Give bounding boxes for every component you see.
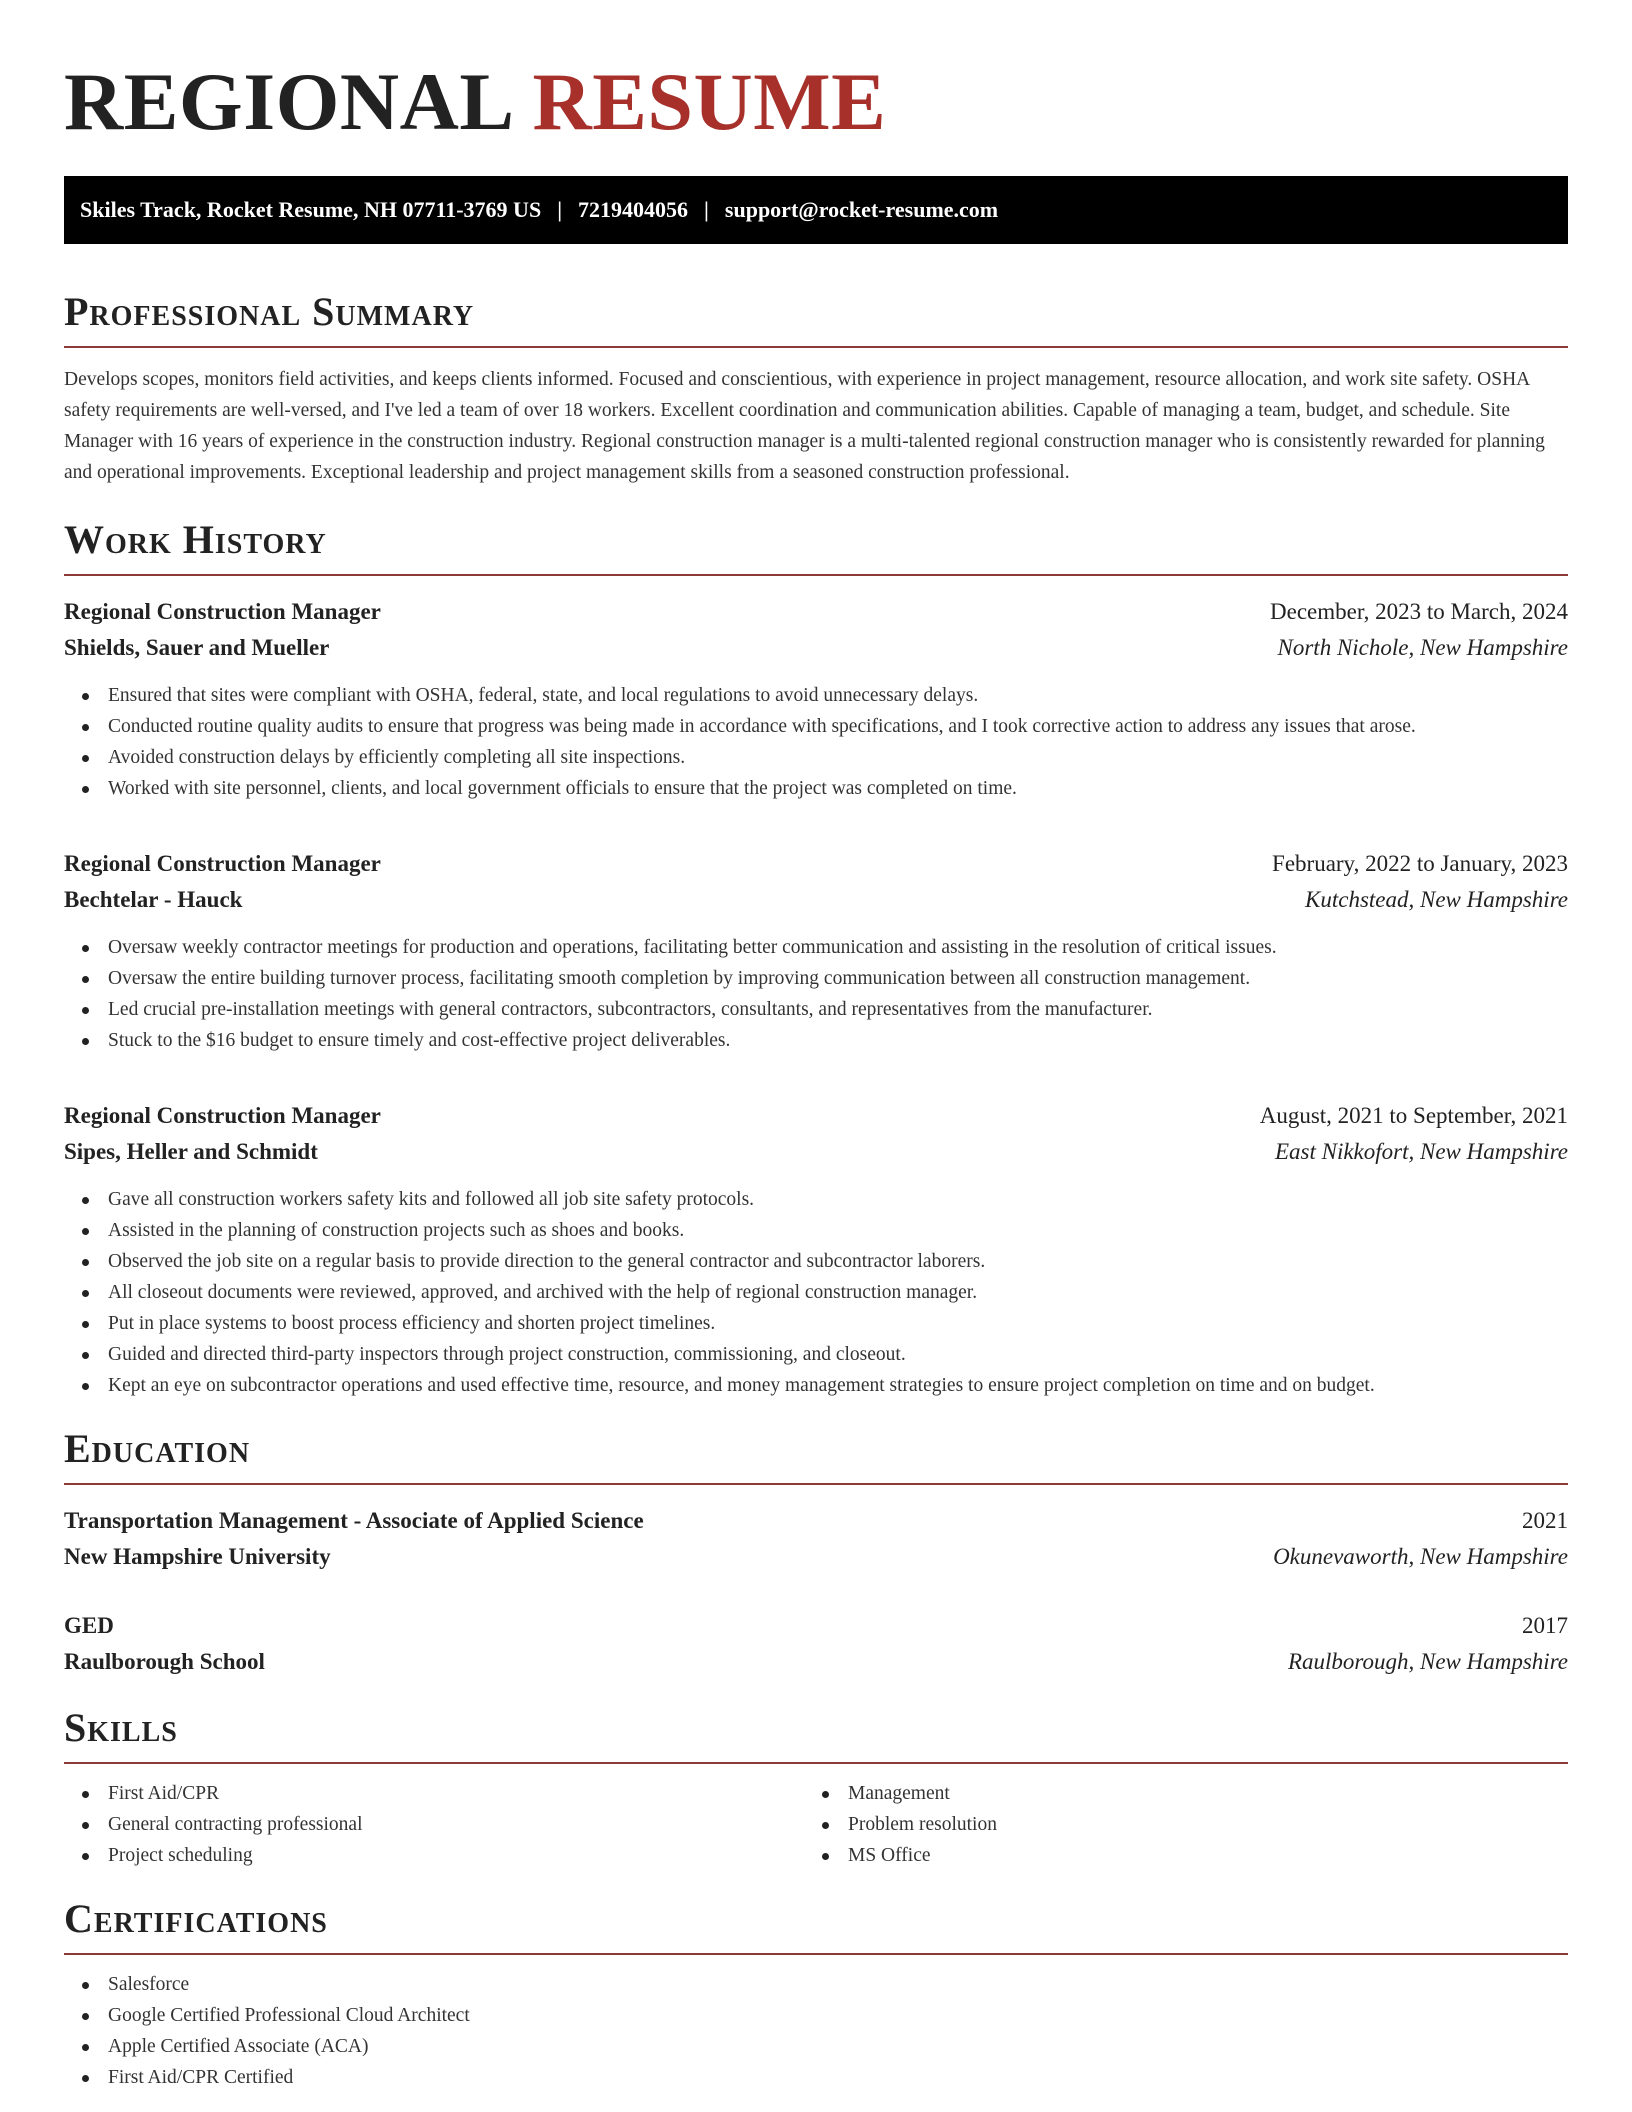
job-location: East Nikkofort, New Hampshire <box>1274 1139 1568 1164</box>
job-header-row <box>64 594 1568 630</box>
job-bullet: Observed the job site on a regular basis to provide direction to the general contractor and subcontractor laborers. <box>64 1246 1568 1277</box>
job-company-row <box>64 1134 1568 1170</box>
education-school-row <box>64 1644 1568 1680</box>
job-bullet: Gave all construction workers safety kits and followed all job site safety protocols. <box>64 1184 1568 1215</box>
phone: 7219404056 <box>578 197 689 222</box>
certification-item: Apple Certified Associate (ACA) <box>64 2031 1568 2062</box>
education-school: New Hampshire University <box>64 1544 331 1569</box>
job-company: Sipes, Heller and Schmidt <box>64 1139 318 1164</box>
job-entry <box>64 846 1568 1056</box>
job-bullet: Oversaw the entire building turnover process, facilitating smooth completion by improving communication between all construction management. <box>64 963 1568 994</box>
education-location: Okunevaworth, New Hampshire <box>1273 1544 1568 1569</box>
job-dates: December, 2023 to March, 2024 <box>1270 599 1568 624</box>
job-bullet: Put in place systems to boost process efficiency and shorten project timelines. <box>64 1308 1568 1339</box>
job-bullets <box>64 932 1568 1056</box>
education-school: Raulborough School <box>64 1649 265 1674</box>
resume-page <box>64 0 1568 2093</box>
job-bullet: Stuck to the $16 budget to ensure timely and cost-effective project deliverables. <box>64 1025 1568 1056</box>
certification-item: First Aid/CPR Certified <box>64 2062 1568 2093</box>
skill-item: Project scheduling <box>64 1840 804 1871</box>
job-company-row <box>64 630 1568 666</box>
email: support@rocket-resume.com <box>724 197 999 222</box>
section-title-summary: Professional Summary <box>64 286 1568 348</box>
contact-separator: | <box>704 197 709 222</box>
job-bullet: Avoided construction delays by efficiently completing all site inspections. <box>64 742 1568 773</box>
job-bullet: Led crucial pre-installation meetings with general contractors, subcontractors, consultants, and representatives from the manufacturer. <box>64 994 1568 1025</box>
job-bullet: Conducted routine quality audits to ensure that progress was being made in accordance with specifications, and I took corrective action to address any issues that arose. <box>64 711 1568 742</box>
job-role: Regional Construction Manager <box>64 851 381 876</box>
skill-item: Management <box>804 1778 1544 1809</box>
job-location: Kutchstead, New Hampshire <box>1305 887 1568 912</box>
education-degree: Transportation Management - Associate of Applied Science <box>64 1508 644 1533</box>
certifications-list <box>64 1969 1568 2093</box>
last-name: RESUME <box>532 56 887 147</box>
job-bullet: Guided and directed third-party inspectors through project construction, commissioning, and closeout. <box>64 1339 1568 1370</box>
work-history-list <box>64 594 1568 1401</box>
contact-bar <box>64 176 1568 244</box>
skills-grid <box>64 1778 1568 1871</box>
certification-item: Google Certified Professional Cloud Architect <box>64 2000 1568 2031</box>
education-entry <box>64 1503 1568 1575</box>
education-degree: GED <box>64 1613 114 1638</box>
skill-item: Problem resolution <box>804 1809 1544 1840</box>
job-bullet: Worked with site personnel, clients, and local government officials to ensure that the project was completed on time. <box>64 773 1568 804</box>
first-name: REGIONAL <box>64 56 515 147</box>
job-bullet: Oversaw weekly contractor meetings for production and operations, facilitating better communication and assisting in the resolution of critical issues. <box>64 932 1568 963</box>
job-dates: February, 2022 to January, 2023 <box>1272 851 1568 876</box>
education-entry <box>64 1608 1568 1680</box>
job-bullets <box>64 680 1568 804</box>
education-year: 2017 <box>1522 1613 1568 1638</box>
skill-item: First Aid/CPR <box>64 1778 804 1809</box>
skills-column-left <box>64 1778 804 1871</box>
summary-text: Develops scopes, monitors field activities, and keeps clients informed. Focused and conscientious, with experience in project management, resource allocation, and work site safety. OSHA safety requirements are well-versed, and I've led a team of over 18 workers. Excellent coordination and communication abilities. Capable of managing a team, budget, and schedule. Site Manager with 16 years of experience in the construction industry. Regional construction manager is a multi-talented regional construction manager who is consistently rewarded for planning and operational improvements. Exceptional leadership and project management skills from a seasoned construction professional. <box>64 369 1545 483</box>
skills-column-right <box>804 1778 1544 1871</box>
job-role: Regional Construction Manager <box>64 599 381 624</box>
job-entry <box>64 594 1568 804</box>
education-degree-row <box>64 1503 1568 1539</box>
section-title-education: Education <box>64 1423 1568 1485</box>
skill-item: MS Office <box>804 1840 1544 1871</box>
section-title-certifications: Certifications <box>64 1893 1568 1955</box>
job-bullet: All closeout documents were reviewed, approved, and archived with the help of regional construction manager. <box>64 1277 1568 1308</box>
section-title-skills: Skills <box>64 1702 1568 1764</box>
education-degree-row <box>64 1608 1568 1644</box>
job-header-row <box>64 846 1568 882</box>
education-year: 2021 <box>1522 1508 1568 1533</box>
job-role: Regional Construction Manager <box>64 1103 381 1128</box>
job-company-row <box>64 882 1568 918</box>
section-title-work-history: Work History <box>64 514 1568 576</box>
education-location: Raulborough, New Hampshire <box>1287 1649 1568 1674</box>
job-company: Bechtelar - Hauck <box>64 887 243 912</box>
job-bullets <box>64 1184 1568 1401</box>
job-bullet: Assisted in the planning of construction projects such as shoes and books. <box>64 1215 1568 1246</box>
job-bullet: Ensured that sites were compliant with OSHA, federal, state, and local regulations to avoid unnecessary delays. <box>64 680 1568 711</box>
contact-separator: | <box>557 197 563 222</box>
job-location: North Nichole, New Hampshire <box>1277 635 1568 660</box>
address: Skiles Track, Rocket Resume, NH 07711-3769 US <box>80 197 542 222</box>
job-entry <box>64 1098 1568 1401</box>
job-company: Shields, Sauer and Mueller <box>64 635 330 660</box>
job-header-row <box>64 1098 1568 1134</box>
job-dates: August, 2021 to September, 2021 <box>1259 1103 1568 1128</box>
skill-item: General contracting professional <box>64 1809 804 1840</box>
resume-name <box>64 0 1568 148</box>
job-bullet: Kept an eye on subcontractor operations and used effective time, resource, and money management strategies to ensure project completion on time and on budget. <box>64 1370 1568 1401</box>
certification-item: Salesforce <box>64 1969 1568 2000</box>
education-school-row <box>64 1539 1568 1575</box>
